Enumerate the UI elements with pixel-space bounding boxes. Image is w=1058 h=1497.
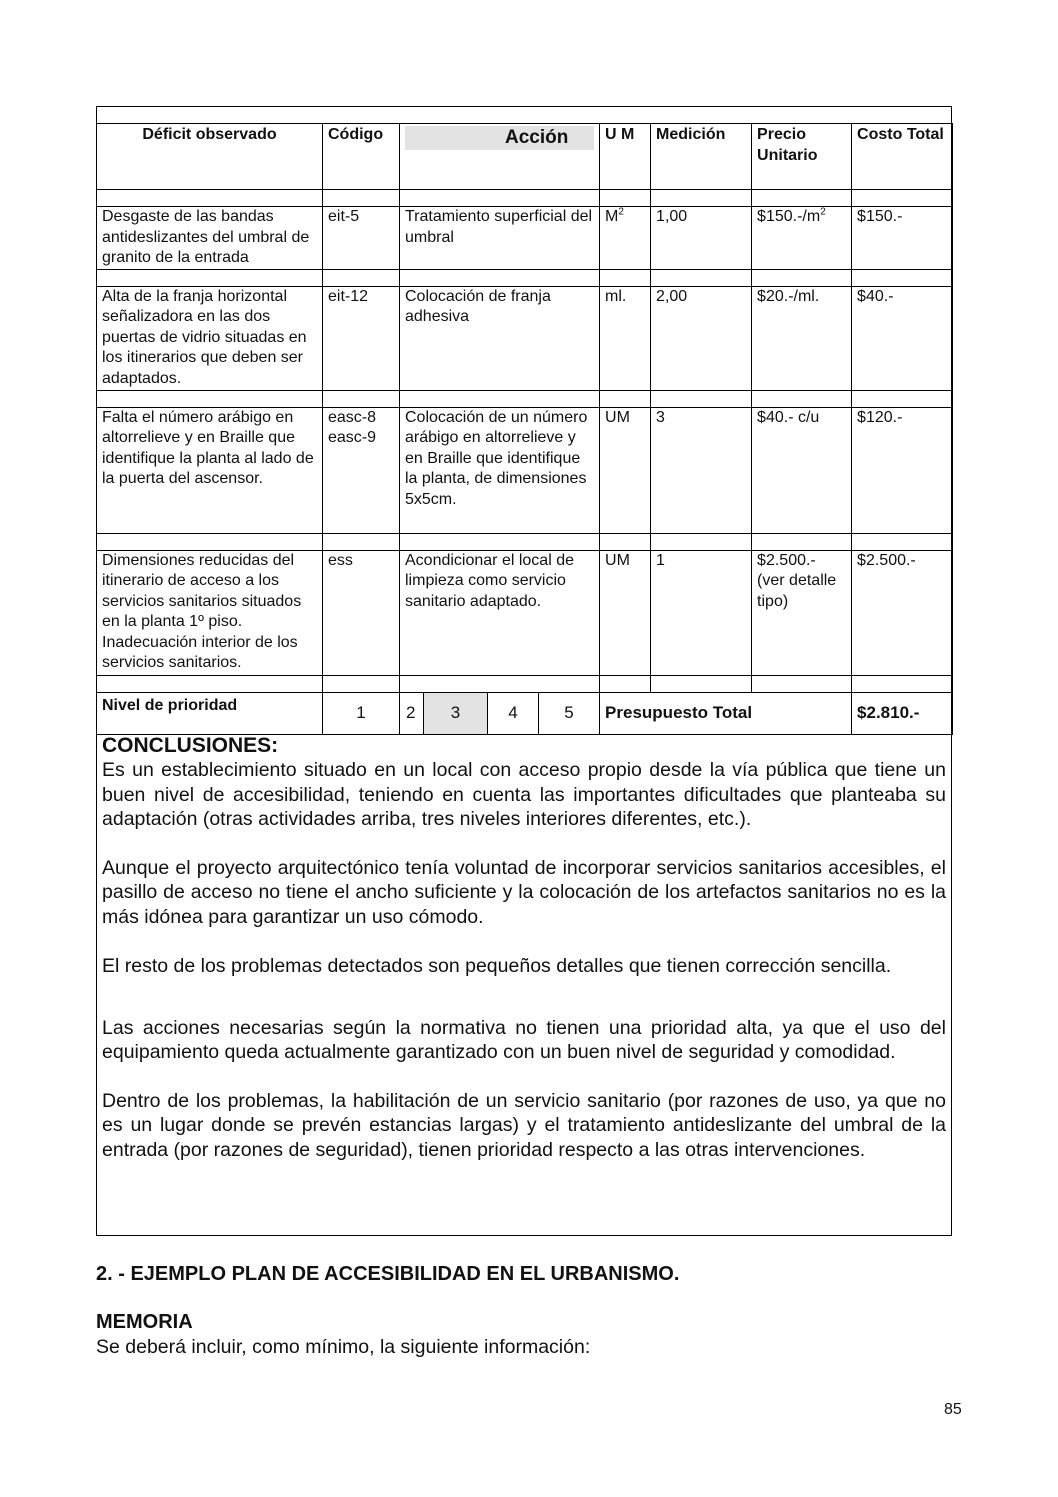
cell-costo: $40.- xyxy=(852,286,953,390)
cell-costo: $150.- xyxy=(852,207,953,270)
cell-codigo: easc-8 easc-9 xyxy=(323,407,400,533)
priority-level-3-selected: 3 xyxy=(424,692,488,734)
cell-accion: Acondicionar el local de limpieza como servicio sanitario adaptado. xyxy=(400,550,600,675)
cell-medicion: 1 xyxy=(651,550,752,675)
priority-level-4: 4 xyxy=(488,692,539,734)
priority-level-1: 1 xyxy=(323,692,400,734)
conclusion-paragraph: Dentro de los problemas, la habilitación de un servicio sanitario (por razones de uso, ya que no es un lugar donde se prevén estancias largas) y el tratamiento antideslizante del umbral de la entrada (por razones de seguridad), tienen prioridad respecto a las otras intervenciones. xyxy=(102,1089,946,1161)
conclusions-title: CONCLUSIONES: xyxy=(102,734,279,757)
spacer-row xyxy=(97,390,953,407)
cell-codigo: eit-5 xyxy=(323,207,400,270)
cell-accion: Tratamiento superficial del umbral xyxy=(400,207,600,270)
cell-costo: $2.500.- xyxy=(852,550,953,675)
priority-level-2: 2 xyxy=(400,692,424,734)
precio-base: $150.-/m xyxy=(757,208,821,225)
precio-superscript: 2 xyxy=(820,206,826,218)
spacer-row xyxy=(97,675,953,692)
header-precio: Precio Unitario xyxy=(752,124,852,190)
conclusion-paragraph: Aunque el proyecto arquitectónico tenía voluntad de incorporar servicios sanitarios accesibles, el pasillo de acceso no tiene el ancho suficiente y la colocación de los artefactos sanitarios no es la más idónea para garantizar un uso cómodo. xyxy=(102,856,946,928)
um-superscript: 2 xyxy=(618,206,624,218)
memoria-heading: MEMORIA xyxy=(96,1311,193,1333)
cell-costo: $120.- xyxy=(852,407,953,533)
budget-value: $2.810.- xyxy=(852,692,953,734)
header-costo: Costo Total xyxy=(852,124,953,190)
budget-label: Presupuesto Total xyxy=(600,692,852,734)
cell-medicion: 1,00 xyxy=(651,207,752,270)
cell-codigo: eit-12 xyxy=(323,286,400,390)
priority-row xyxy=(97,692,953,734)
table-row xyxy=(97,286,953,390)
spacer-row xyxy=(97,190,953,207)
memoria-text: Se deberá incluir, como mínimo, la siguiente información: xyxy=(96,1336,591,1358)
cell-um: UM xyxy=(600,550,651,675)
header-codigo: Código xyxy=(323,124,400,190)
conclusion-paragraph: Las acciones necesarias según la normativa no tienen una prioridad alta, ya que el uso del equipamiento queda actualmente garantizado con un buen nivel de seguridad y comodidad. xyxy=(102,1016,946,1063)
header-deficit: Déficit observado xyxy=(97,124,323,190)
cell-precio: $20.-/ml. xyxy=(752,286,852,390)
cell-deficit: Alta de la franja horizontal señalizadora en las dos puertas de vidrio situadas en los itinerarios que deben ser adaptados. xyxy=(97,286,323,390)
conclusions-section xyxy=(102,734,946,1162)
table-header-row xyxy=(97,124,953,190)
header-accion-cell xyxy=(400,124,600,190)
cell-precio: $2.500.- (ver detalle tipo) xyxy=(752,550,852,675)
cell-codigo: ess xyxy=(323,550,400,675)
cell-deficit: Dimensiones reducidas del itinerario de acceso a los servicios sanitarios situados en la planta 1º piso. Inadecuación interior de los servicios sanitarios. xyxy=(97,550,323,675)
cell-precio xyxy=(752,207,852,270)
header-medicion: Medición xyxy=(651,124,752,190)
priority-label: Nivel de prioridad xyxy=(97,692,323,734)
cell-um xyxy=(600,207,651,270)
cell-deficit: Falta el número arábigo en altorrelieve y en Braille que identifique la planta al lado de la puerta del ascensor. xyxy=(97,407,323,533)
table-row xyxy=(97,407,953,533)
header-um: U M xyxy=(600,124,651,190)
spacer-row xyxy=(97,269,953,286)
page-number: 85 xyxy=(944,1401,962,1418)
table-row xyxy=(97,207,953,270)
priority-level-5: 5 xyxy=(539,692,600,734)
cell-accion: Colocación de un número arábigo en altorrelieve y en Braille que identifique la planta, de dimensiones 5x5cm. xyxy=(400,407,600,533)
cell-medicion: 3 xyxy=(651,407,752,533)
cell-accion: Colocación de franja adhesiva xyxy=(400,286,600,390)
cell-precio: $40.- c/u xyxy=(752,407,852,533)
header-accion: Acción xyxy=(405,126,594,150)
table-row xyxy=(97,550,953,675)
cell-deficit: Desgaste de las bandas antideslizantes del umbral de granito de la entrada xyxy=(97,207,323,270)
spacer-row xyxy=(97,533,953,550)
cell-um: UM xyxy=(600,407,651,533)
conclusion-paragraph: El resto de los problemas detectados son pequeños detalles que tienen corrección sencilla. xyxy=(102,955,892,977)
um-base: M xyxy=(605,208,619,225)
cell-um: ml. xyxy=(600,286,651,390)
cost-table xyxy=(96,123,953,735)
conclusion-paragraph: Es un establecimiento situado en un local con acceso propio desde la vía pública que tiene un buen nivel de accesibilidad, teniendo en cuenta las importantes dificultades que planteaba su adaptación (otras actividades arriba, tres niveles interiores diferentes, etc.). xyxy=(102,759,946,830)
section-heading: 2. - EJEMPLO PLAN DE ACCESIBILIDAD EN EL URBANISMO. xyxy=(96,1263,680,1285)
cell-medicion: 2,00 xyxy=(651,286,752,390)
